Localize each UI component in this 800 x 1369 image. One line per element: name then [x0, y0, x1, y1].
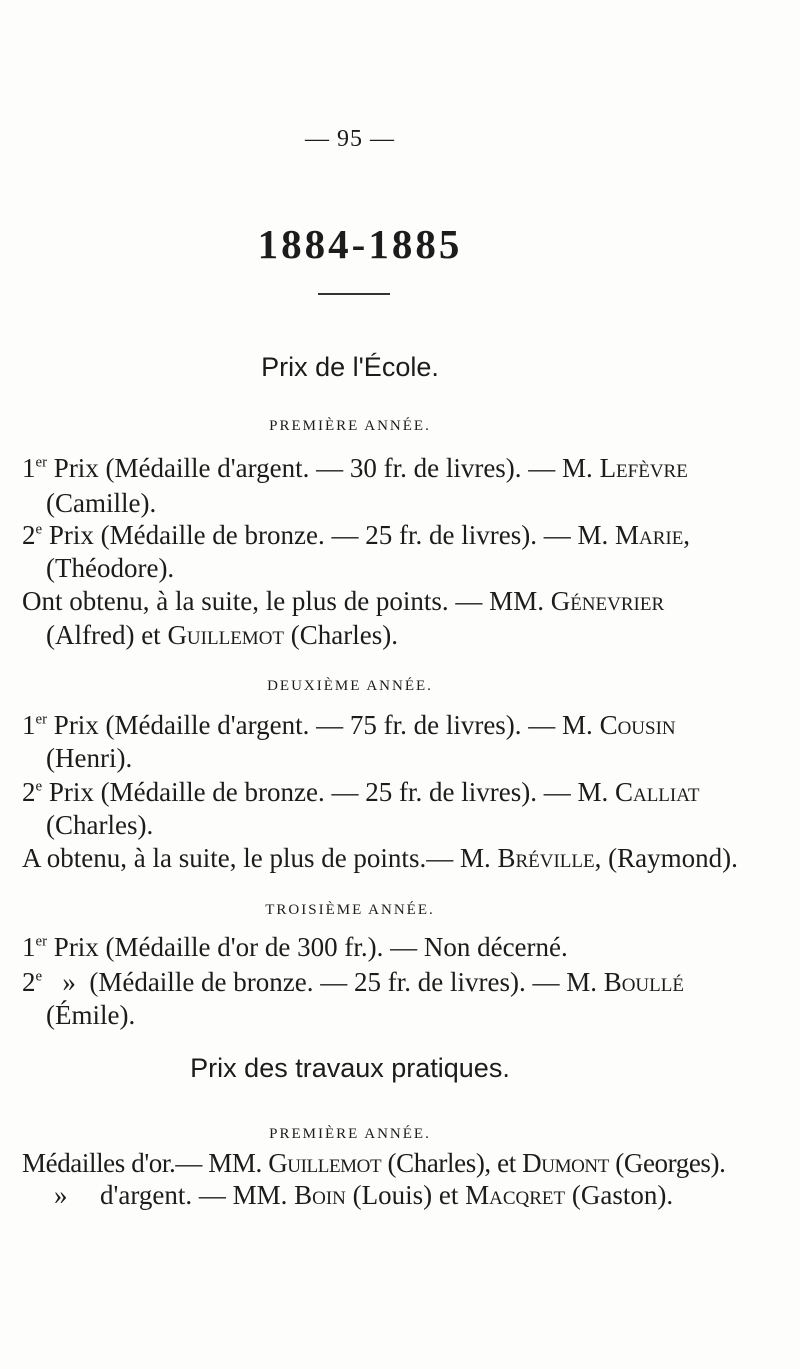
subheading-premiere-annee-travaux: PREMIÈRE ANNÉE.: [269, 1126, 431, 1142]
text-line: (Émile).: [46, 1000, 136, 1030]
text-line: 2e Prix (Médaille de bronze. — 25 fr. de livres). — M. Calliat: [22, 777, 700, 807]
ditto-mark: »: [54, 1180, 68, 1210]
person-name: Boullé: [603, 967, 684, 997]
person-name: Génevrier: [550, 586, 665, 616]
person-name: Lefèvre: [599, 453, 688, 483]
text-line: (Henri).: [46, 743, 133, 773]
person-name: Bréville,: [497, 843, 602, 873]
text-line: (Alfred) et Guillemot (Charles).: [46, 620, 398, 650]
text-line: (Théodore).: [46, 553, 175, 583]
person-name: Marie,: [614, 520, 691, 550]
text-line: (Charles).: [46, 810, 154, 840]
text-line: 1er Prix (Médaille d'argent. — 30 fr. de livres). — M. Lefèvre: [22, 453, 688, 483]
subheading-deuxieme-annee: DEUXIÈME ANNÉE.: [267, 678, 433, 694]
year-title: 1884-1885: [257, 221, 463, 267]
person-name: Boin: [294, 1180, 346, 1210]
person-name: Dumont: [522, 1148, 609, 1178]
subheading-troisieme-annee: TROISIÈME ANNÉE.: [265, 902, 435, 918]
text-line: Ont obtenu, à la suite, le plus de points. — MM. Génevrier: [22, 586, 665, 616]
person-name: Cousin: [599, 710, 676, 740]
title-rule: [318, 293, 390, 295]
text-line: 2e Prix (Médaille de bronze. — 25 fr. de livres). — M. Marie,: [22, 520, 691, 550]
page-number: — 95 —: [305, 126, 395, 152]
text-line: (Camille).: [46, 488, 157, 518]
person-name: Macqret: [465, 1180, 566, 1210]
text-line: A obtenu, à la suite, le plus de points.— M. Bréville, (Raymond).: [22, 843, 738, 873]
text-line: 1er Prix (Médaille d'or de 300 fr.). — Non décerné.: [22, 932, 568, 962]
section-title-ecole: Prix de l'École.: [261, 352, 439, 382]
text-line: 2e » (Médaille de bronze. — 25 fr. de livres). — M. Boullé: [22, 967, 684, 997]
person-name: Guillemot: [268, 1148, 382, 1178]
subheading-premiere-annee: PREMIÈRE ANNÉE.: [269, 418, 431, 434]
text-line: Médailles d'or.— MM. Guillemot (Charles), et Dumont (Georges).: [22, 1148, 726, 1178]
text-line: » d'argent. — MM. Boin (Louis) et Macqret (Gaston).: [54, 1180, 674, 1210]
section-title-travaux: Prix des travaux pratiques.: [190, 1053, 510, 1083]
person-name: Guillemot: [167, 620, 285, 650]
text-line: 1er Prix (Médaille d'argent. — 75 fr. de livres). — M. Cousin: [22, 710, 676, 740]
person-name: Calliat: [614, 777, 700, 807]
